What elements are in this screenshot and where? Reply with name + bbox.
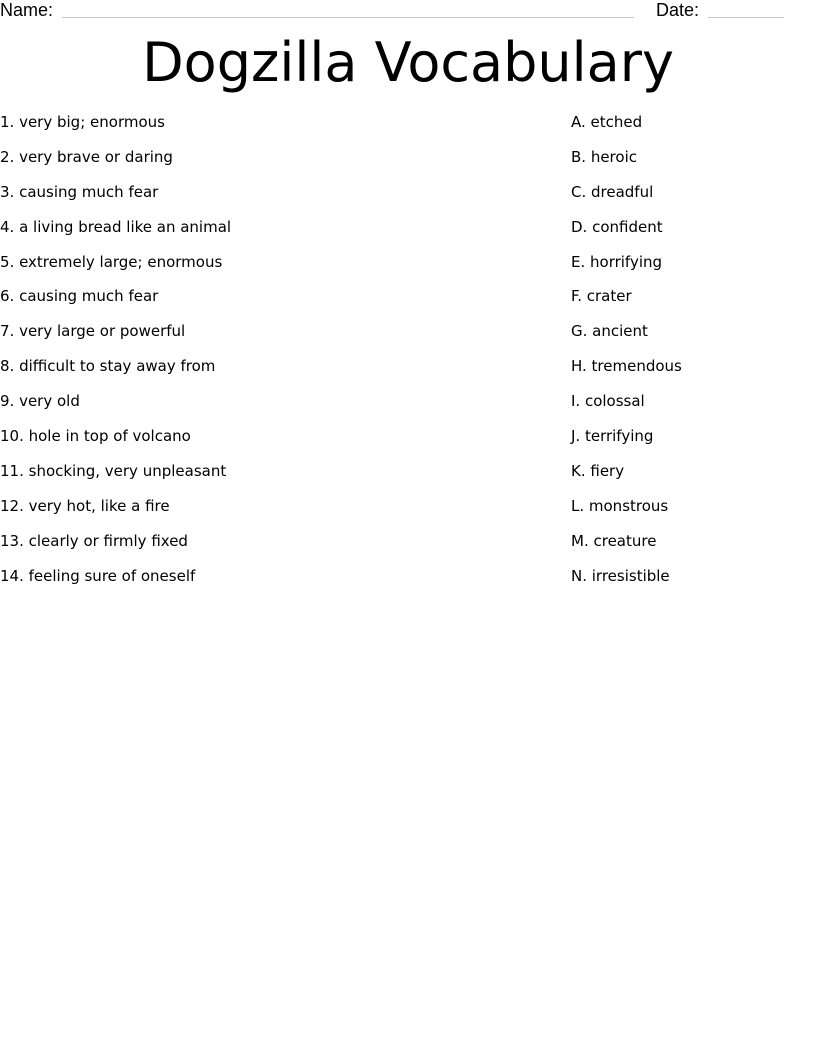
clue-item: 5. extremely large; enormous — [0, 252, 223, 271]
clue-item: 8. difficult to stay away from — [0, 357, 216, 376]
date-label: Date: — [656, 0, 700, 20]
name-blank-line — [62, 17, 634, 18]
clue-item: 11. shocking, very unpleasant — [0, 461, 227, 480]
word-bank-item: I. colossal — [571, 392, 645, 411]
clue-item: 1. very big; enormous — [0, 113, 165, 131]
clue-item: 14. feeling sure of oneself — [0, 566, 196, 585]
word-bank-item: C. dreadful — [571, 182, 654, 201]
word-bank-item: D. confident — [571, 217, 663, 236]
word-bank-item: B. heroic — [571, 147, 637, 166]
clue-item: 9. very old — [0, 392, 80, 411]
clue-item: 12. very hot, like a fire — [0, 496, 170, 515]
word-bank-item: L. monstrous — [571, 496, 669, 515]
date-blank-line — [708, 17, 784, 18]
clue-item: 6. causing much fear — [0, 287, 159, 306]
word-bank-item: M. creature — [571, 531, 657, 550]
clue-item: 10. hole in top of volcano — [0, 427, 191, 446]
clue-item: 3. causing much fear — [0, 182, 159, 201]
worksheet-header — [0, 0, 816, 24]
worksheet-title: Dogzilla Vocabulary — [142, 31, 674, 94]
word-bank-item: N. irresistible — [571, 566, 670, 585]
clue-item: 2. very brave or daring — [0, 147, 173, 166]
word-bank-list — [571, 112, 811, 600]
word-bank-item: K. fiery — [571, 461, 625, 480]
clue-item: 4. a living bread like an animal — [0, 217, 232, 236]
name-label: Name: — [0, 0, 54, 20]
word-bank-item: J. terrifying — [571, 427, 654, 446]
word-bank-item: G. ancient — [571, 322, 648, 341]
clue-list — [0, 112, 540, 600]
word-bank-item: F. crater — [571, 287, 632, 306]
word-bank-item: H. tremendous — [571, 357, 682, 376]
clue-item: 7. very large or powerful — [0, 322, 186, 341]
word-bank-item: E. horrifying — [571, 252, 663, 271]
clue-item: 13. clearly or firmly fixed — [0, 531, 188, 550]
word-bank-item: A. etched — [571, 113, 643, 131]
